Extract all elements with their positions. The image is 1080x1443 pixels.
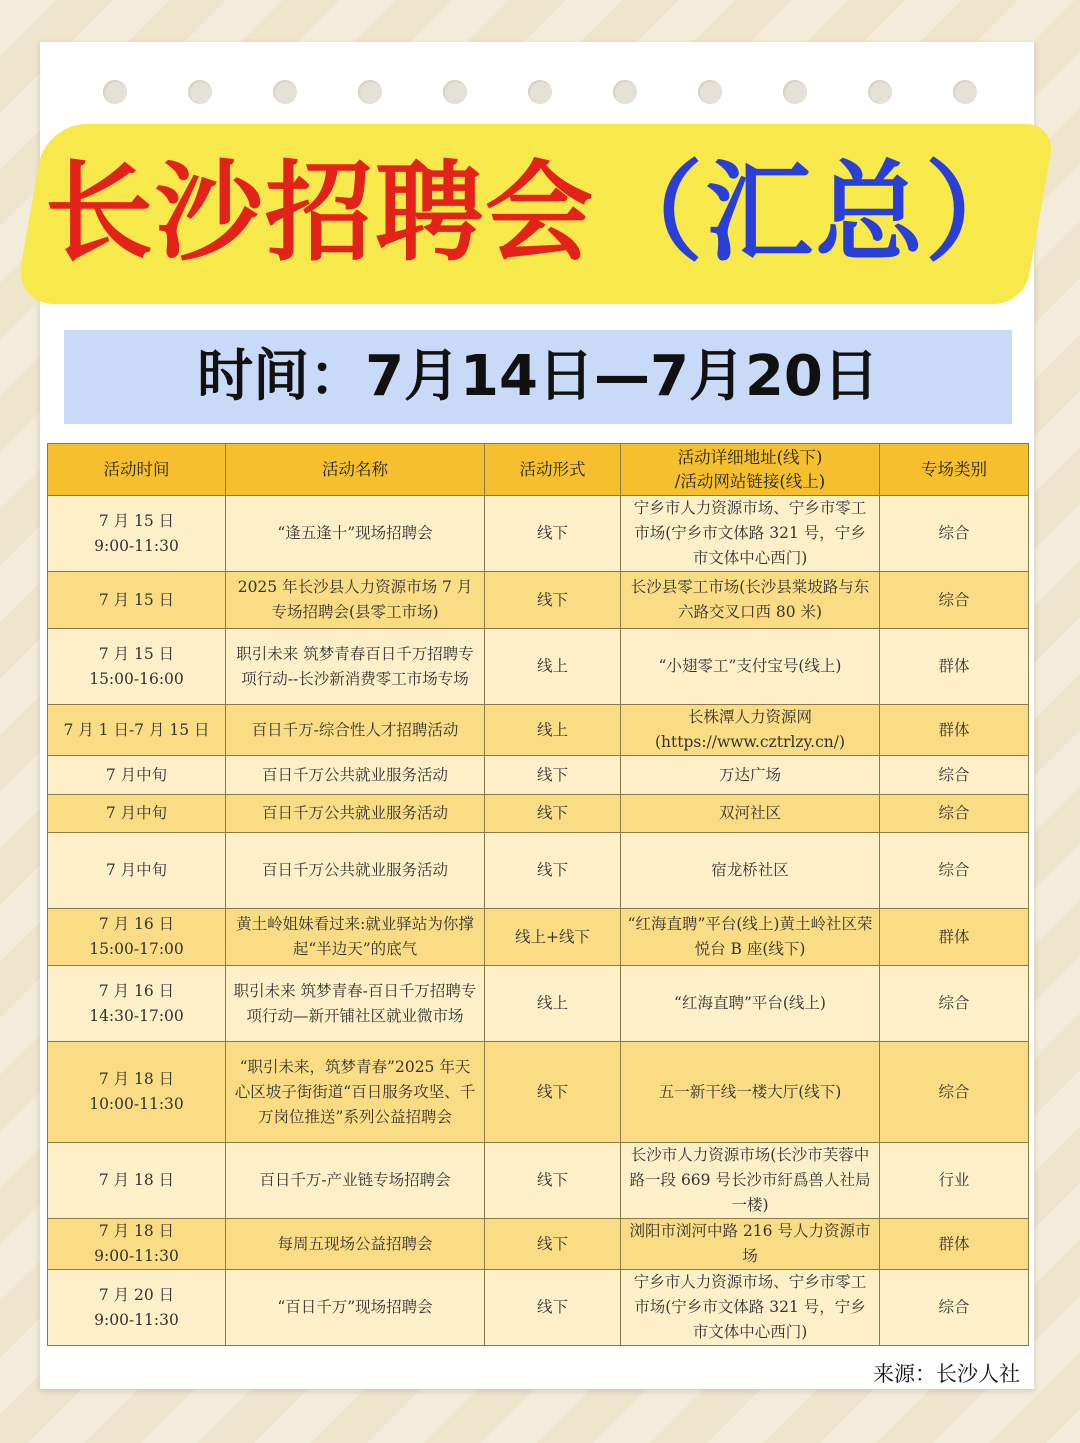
table-header-row (48, 444, 1029, 496)
cell-category: 综合 (880, 1270, 1029, 1346)
cell-hours: 9:00-11:30 (94, 1247, 179, 1265)
table-row (48, 909, 1029, 966)
cell-name: 百日千万-产业链专场招聘会 (226, 1143, 485, 1219)
cell-format: 线下 (485, 572, 621, 629)
cell-format: 线下 (485, 833, 621, 909)
cell-name: 职引未来 筑梦青春-百日千万招聘专项行动—新开铺社区就业微市场 (226, 966, 485, 1042)
cell-format: 线下 (485, 756, 621, 795)
cell-date: 7 月 18 日 (98, 1070, 175, 1088)
cell-name: 百日千万-综合性人才招聘活动 (226, 705, 485, 756)
binder-hole (953, 80, 977, 104)
title-main: 长沙招聘会 (44, 150, 595, 276)
cell-date: 7 月 15 日 (98, 644, 175, 663)
cell-date: 7 月 18 日 (98, 1171, 175, 1189)
cell-category: 综合 (880, 572, 1029, 629)
header-category: 专场类别 (880, 444, 1029, 496)
cell-category: 综合 (880, 795, 1029, 833)
cell-category: 综合 (880, 1042, 1029, 1143)
header-address-line1: 活动详细地址(线下) (677, 447, 823, 467)
cell-address: “小翅零工”支付宝号(线上) (621, 629, 880, 705)
cell-date: 7 月 20 日 (98, 1285, 175, 1304)
cell-date: 7 月 16 日 (98, 981, 175, 1000)
binder-hole (783, 80, 807, 104)
cell-format: 线上 (485, 966, 621, 1042)
cell-category: 综合 (880, 966, 1029, 1042)
cell-time (48, 756, 226, 795)
cell-name: 百日千万公共就业服务活动 (226, 795, 485, 833)
cell-format: 线下 (485, 496, 621, 572)
cell-time (48, 572, 226, 629)
cell-name: 职引未来 筑梦青春百日千万招聘专项行动--长沙新消费零工市场专场 (226, 629, 485, 705)
cell-name: 百日千万公共就业服务活动 (226, 833, 485, 909)
cell-time (48, 705, 226, 756)
binder-hole (103, 80, 127, 104)
table-row (48, 756, 1029, 795)
cell-time (48, 1042, 226, 1143)
binder-hole (358, 80, 382, 104)
cell-name: “职引未来，筑梦青春”2025 年天心区坡子街街道“百日服务攻坚、千万岗位推送”系列公益招聘会 (226, 1042, 485, 1143)
cell-date: 7 月中旬 (105, 804, 168, 822)
cell-format: 线下 (485, 1042, 621, 1143)
page-title (40, 128, 1040, 298)
cell-address: 宁乡市人力资源市场、宁乡市零工市场(宁乡市文体路 321 号，宁乡市文体中心西门) (621, 1270, 880, 1346)
header-name: 活动名称 (226, 444, 485, 496)
binder-holes (0, 80, 1080, 106)
cell-address: 长沙市人力资源市场(长沙市芙蓉中路一段 669 号长沙市紆爲兽人社局一楼) (621, 1143, 880, 1219)
cell-address: “红海直聘”平台(线上) (621, 966, 880, 1042)
binder-hole (868, 80, 892, 104)
source-note: 来源：长沙人社 (869, 1358, 1024, 1388)
binder-hole (698, 80, 722, 104)
table-row (48, 966, 1029, 1042)
cell-date: 7 月中旬 (105, 861, 168, 879)
cell-name: “逢五逢十”现场招聘会 (226, 496, 485, 572)
table-row (48, 705, 1029, 756)
table-row (48, 1270, 1029, 1346)
cell-address: 万达广场 (621, 756, 880, 795)
cell-hours: 15:00-16:00 (89, 669, 184, 688)
cell-address: 双河社区 (621, 795, 880, 833)
cell-time (48, 1219, 226, 1270)
title-suffix: （汇总） (595, 150, 1036, 276)
cell-name: 百日千万公共就业服务活动 (226, 756, 485, 795)
cell-name: 每周五现场公益招聘会 (226, 1219, 485, 1270)
cell-date: 7 月 16 日 (98, 915, 175, 933)
table-row (48, 833, 1029, 909)
cell-time (48, 966, 226, 1042)
cell-time (48, 496, 226, 572)
table-row (48, 572, 1029, 629)
cell-date: 7 月中旬 (105, 765, 168, 784)
cell-hours: 14:30-17:00 (89, 1006, 184, 1025)
cell-time (48, 1270, 226, 1346)
header-time: 活动时间 (48, 444, 226, 496)
binder-hole (528, 80, 552, 104)
header-address-line2: /活动网站链接(线上) (674, 471, 826, 491)
cell-format: 线下 (485, 1270, 621, 1346)
cell-hours: 15:00-17:00 (89, 940, 184, 958)
binder-hole (613, 80, 637, 104)
cell-hours: 10:00-11:30 (89, 1095, 184, 1113)
cell-address: 宁乡市人力资源市场、宁乡市零工市场(宁乡市文体路 321 号，宁乡市文体中心西门) (621, 496, 880, 572)
table-row (48, 629, 1029, 705)
cell-name: 黄土岭姐妹看过来:就业驿站为你撑起“半边天”的底气 (226, 909, 485, 966)
cell-format: 线上 (485, 629, 621, 705)
cell-category: 综合 (880, 496, 1029, 572)
cell-format: 线下 (485, 1219, 621, 1270)
cell-category: 群体 (880, 629, 1029, 705)
binder-hole (443, 80, 467, 104)
header-address (621, 444, 880, 496)
cell-address: 长沙县零工市场(长沙县棠坡路与东六路交叉口西 80 米) (621, 572, 880, 629)
table-row (48, 795, 1029, 833)
cell-date: 7 月 15 日 (98, 511, 175, 530)
cell-address: 宿龙桥社区 (621, 833, 880, 909)
table-row (48, 1219, 1029, 1270)
cell-format: 线上 (485, 705, 621, 756)
cell-format: 线下 (485, 795, 621, 833)
cell-category: 群体 (880, 705, 1029, 756)
cell-category: 综合 (880, 833, 1029, 909)
cell-hours: 9:00-11:30 (94, 536, 179, 555)
cell-date: 7 月 15 日 (98, 590, 175, 609)
cell-category: 群体 (880, 909, 1029, 966)
binder-hole (273, 80, 297, 104)
binder-hole (188, 80, 212, 104)
cell-format: 线上+线下 (485, 909, 621, 966)
cell-time (48, 629, 226, 705)
table-row (48, 496, 1029, 572)
cell-date: 7 月 1 日-7 月 15 日 (63, 720, 210, 739)
cell-time (48, 1143, 226, 1219)
cell-address: 浏阳市浏河中路 216 号人力资源市场 (621, 1219, 880, 1270)
cell-address: 长株潭人力资源网(https://www.cztrlzy.cn/) (621, 705, 880, 756)
cell-hours: 9:00-11:30 (94, 1310, 179, 1329)
cell-date: 7 月 18 日 (98, 1222, 175, 1240)
cell-category: 行业 (880, 1143, 1029, 1219)
cell-address: 五一新干线一楼大厅(线下) (621, 1042, 880, 1143)
header-format: 活动形式 (485, 444, 621, 496)
cell-format: 线下 (485, 1143, 621, 1219)
cell-time (48, 909, 226, 966)
cell-name: “百日千万”现场招聘会 (226, 1270, 485, 1346)
cell-address: “红海直聘”平台(线上)黄土岭社区荣悦台 B 座(线下) (621, 909, 880, 966)
cell-time (48, 833, 226, 909)
cell-category: 群体 (880, 1219, 1029, 1270)
cell-name: 2025 年长沙县人力资源市场 7 月专场招聘会(县零工市场) (226, 572, 485, 629)
cell-category: 综合 (880, 756, 1029, 795)
time-range: 时间：7月14日—7月20日 (64, 330, 1012, 424)
events-table (47, 443, 1029, 1346)
cell-time (48, 795, 226, 833)
table-row (48, 1143, 1029, 1219)
table-row (48, 1042, 1029, 1143)
